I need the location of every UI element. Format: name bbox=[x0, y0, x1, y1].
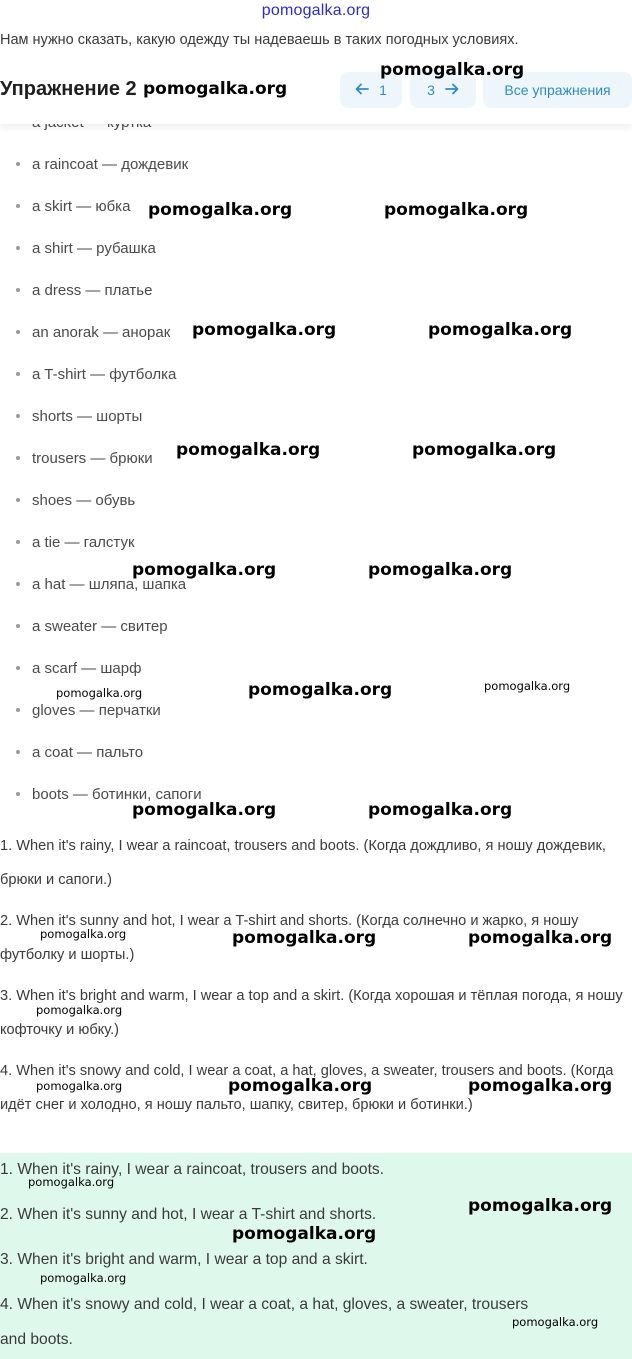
vocab-text: a skirt — юбка bbox=[32, 198, 131, 215]
vocab-text: a dress — платье bbox=[32, 282, 153, 299]
watermark: pomogalka.org bbox=[468, 1196, 613, 1216]
vocab-item bbox=[16, 240, 156, 257]
watermark: pomogalka.org bbox=[384, 200, 529, 220]
bullet-icon bbox=[16, 624, 20, 628]
vocab-item bbox=[16, 702, 161, 719]
vocab-text: a sweater — свитер bbox=[32, 618, 168, 635]
watermark: pomogalka.org bbox=[36, 1003, 123, 1017]
watermark: pomogalka.org bbox=[228, 1076, 373, 1096]
vocab-item bbox=[16, 324, 170, 341]
vocab-text: gloves — перчатки bbox=[32, 702, 161, 719]
final-answer-line: 4. When it's snowy and cold, I wear a coat, a hat, gloves, a sweater, trousers bbox=[0, 1296, 529, 1313]
bullet-icon bbox=[16, 246, 20, 250]
top-watermark: pomogalka.org bbox=[261, 2, 371, 19]
bullet-icon bbox=[16, 582, 20, 586]
vocab-item bbox=[16, 198, 130, 215]
bullet-icon bbox=[16, 204, 20, 208]
exercise-title: Упражнение 2 bbox=[0, 78, 137, 100]
vocab-text: a coat — пальто bbox=[32, 744, 144, 761]
intro-text: Нам нужно сказать, какую одежду ты надеваешь в таких погодных условиях. bbox=[0, 32, 519, 48]
bullet-icon bbox=[16, 330, 20, 334]
vocab-item bbox=[16, 744, 143, 761]
vocab-text: an anorak — анорак bbox=[32, 324, 171, 341]
arrow-right-icon bbox=[445, 82, 459, 99]
watermark: pomogalka.org bbox=[412, 440, 557, 460]
watermark: pomogalka.org bbox=[368, 800, 513, 820]
vocab-text: shoes — обувь bbox=[32, 492, 136, 509]
vocab-item bbox=[16, 492, 135, 509]
next-exercise-label: 3 bbox=[427, 82, 435, 98]
watermark: pomogalka.org bbox=[148, 200, 293, 220]
vocab-text: a T-shirt — футболка bbox=[32, 366, 177, 383]
vocab-text: a shirt — рубашка bbox=[32, 240, 156, 257]
vocab-item bbox=[16, 450, 153, 467]
final-answer-line: 1. When it's rainy, I wear a raincoat, trousers and boots. bbox=[0, 1161, 385, 1178]
bullet-icon bbox=[16, 708, 20, 712]
watermark: pomogalka.org bbox=[232, 1224, 377, 1244]
vocab-text: boots — ботинки, сапоги bbox=[32, 786, 202, 803]
bullet-icon bbox=[16, 456, 20, 460]
vocab-item bbox=[16, 282, 152, 299]
watermark: pomogalka.org bbox=[248, 680, 393, 700]
bullet-icon bbox=[16, 498, 20, 502]
bullet-icon bbox=[16, 750, 20, 754]
bullet-icon bbox=[16, 414, 20, 418]
vocab-item bbox=[16, 618, 168, 635]
bullet-icon bbox=[16, 288, 20, 292]
vocab-item bbox=[16, 156, 188, 173]
watermark: pomogalka.org bbox=[428, 320, 573, 340]
answer-item: 4. When it's snowy and cold, I wear a coat, a hat, gloves, a sweater, trousers and boots. (Когда идёт снег и холодно, я ношу пальто, шапку, свитер, брюки и ботинки.) bbox=[0, 1063, 614, 1113]
vocab-item bbox=[16, 534, 135, 551]
watermark: pomogalka.org bbox=[484, 679, 571, 693]
watermark: pomogalka.org bbox=[56, 686, 143, 700]
watermark: pomogalka.org bbox=[132, 800, 277, 820]
prev-exercise-label: 1 bbox=[379, 82, 387, 98]
bullet-icon bbox=[16, 372, 20, 376]
answer-item: 1. When it's rainy, I wear a raincoat, trousers and boots. (Когда дождливо, я ношу дождевик, брюки и сапоги.) bbox=[0, 838, 606, 888]
bullet-icon bbox=[16, 162, 20, 166]
watermark: pomogalka.org bbox=[132, 560, 277, 580]
watermark: pomogalka.org bbox=[40, 927, 127, 941]
final-answer-line: 2. When it's sunny and hot, I wear a T-shirt and shorts. bbox=[0, 1206, 377, 1223]
bullet-icon bbox=[16, 792, 20, 796]
vocab-text: a hat — шляпа, шапка bbox=[32, 576, 187, 593]
watermark: pomogalka.org bbox=[512, 1315, 599, 1329]
watermark: pomogalka.org bbox=[368, 560, 513, 580]
exercise-header bbox=[0, 62, 632, 124]
watermark: pomogalka.org bbox=[143, 79, 288, 99]
final-answer-line: and boots. bbox=[0, 1331, 73, 1348]
all-exercises-button[interactable]: Все упражнения bbox=[483, 72, 632, 108]
vocab-text: a raincoat — дождевик bbox=[32, 156, 189, 173]
watermark: pomogalka.org bbox=[468, 928, 613, 948]
final-answer-line: 3. When it's bright and warm, I wear a top and a skirt. bbox=[0, 1251, 368, 1268]
watermark: pomogalka.org bbox=[28, 1175, 115, 1189]
answer-item: 2. When it's sunny and hot, I wear a T-shirt and shorts. (Когда солнечно и жарко, я ношу футболку и шорты.) bbox=[0, 913, 579, 963]
bullet-icon bbox=[16, 666, 20, 670]
vocab-text: shorts — шорты bbox=[32, 408, 143, 425]
vocab-text: a scarf — шарф bbox=[32, 660, 142, 677]
watermark: pomogalka.org bbox=[40, 1271, 127, 1285]
watermark: pomogalka.org bbox=[176, 440, 321, 460]
watermark: pomogalka.org bbox=[468, 1076, 613, 1096]
vocab-text: trousers — брюки bbox=[32, 450, 153, 467]
watermark: pomogalka.org bbox=[36, 1079, 123, 1093]
vocab-item bbox=[16, 408, 142, 425]
watermark: pomogalka.org bbox=[192, 320, 337, 340]
bullet-icon bbox=[16, 540, 20, 544]
answer-item: 3. When it's bright and warm, I wear a top and a skirt. (Когда хорошая и тёплая погода, я ношу кофточку и юбку.) bbox=[0, 988, 623, 1038]
vocab-item bbox=[16, 660, 141, 677]
arrow-left-icon bbox=[355, 82, 369, 99]
vocab-item bbox=[16, 366, 176, 383]
watermark: pomogalka.org bbox=[232, 928, 377, 948]
vocab-text: a tie — галстук bbox=[32, 534, 135, 551]
watermark: pomogalka.org bbox=[380, 60, 525, 80]
